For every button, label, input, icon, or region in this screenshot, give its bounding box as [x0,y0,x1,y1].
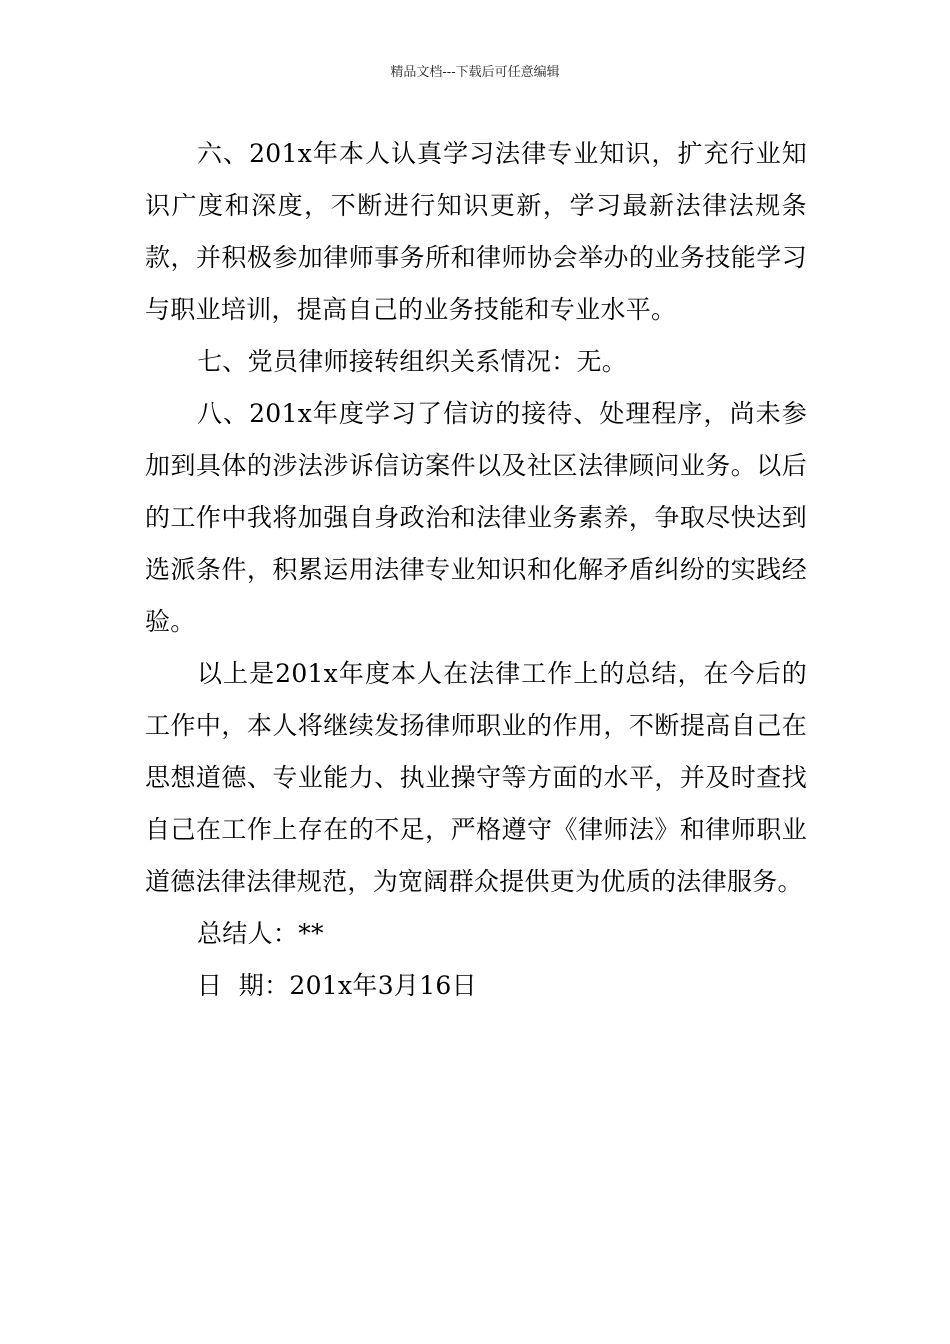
paragraph-item-8: 八、201x年度学习了信访的接待、处理程序，尚未参加到具体的涉法涉诉信访案件以及社区法律顾问业务。以后的工作中我将加强自身政治和法律业务素养，争取尽快达到选派条件，积累运用法律专业知识和化解矛盾纠纷的实践经验。 [145,399,807,636]
document-body [145,128,807,1012]
page-header [0,64,950,82]
paragraph-conclusion: 以上是201x年度本人在法律工作上的总结，在今后的工作中，本人将继续发扬律师职业的作用，不断提高自己在思想道德、专业能力、执业操守等方面的水平，并及时查找自己在工作上存在的不足，严格遵守《律师法》和律师职业道德法律法律规范，为宽阔群众提供更为优质的法律服务。 [145,659,807,896]
paragraph-item-7: 七、党员律师接转组织关系情况：无。 [197,347,628,376]
signature-date: 日 期：201x年3月16日 [197,971,477,1000]
paragraph-item-6: 六、201x年本人认真学习法律专业知识，扩充行业知识广度和深度，不断进行知识更新，学习最新法律法规条款，并积极参加律师事务所和律师协会举办的业务技能学习与职业培训，提高自己的业务技能和专业水平。 [145,139,807,324]
signature-author: 总结人：** [197,919,324,948]
header-watermark-text: 精品文档---下载后可任意编辑 [390,65,560,80]
